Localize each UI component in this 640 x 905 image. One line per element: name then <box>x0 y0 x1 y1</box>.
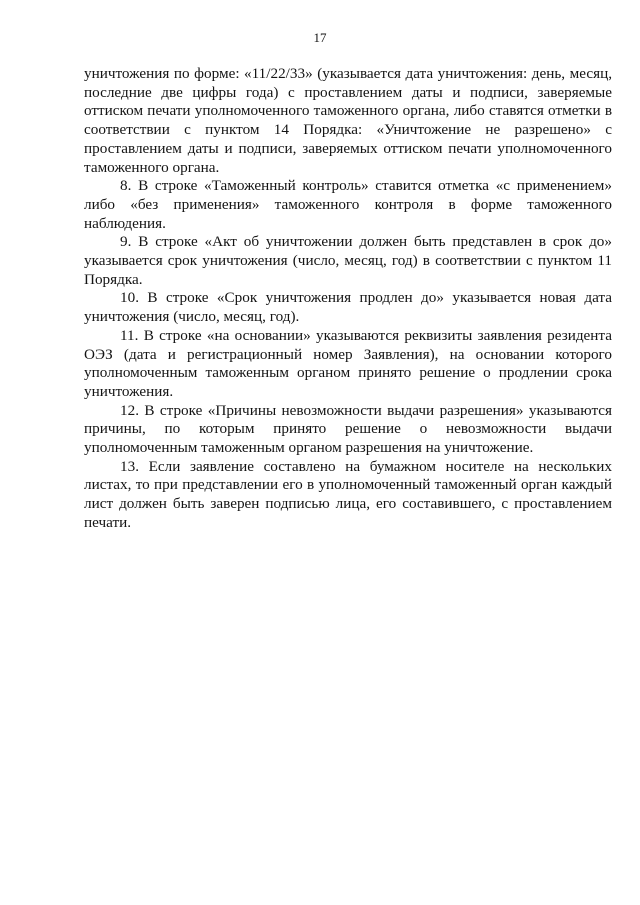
paragraph-item-10: 10. В строке «Срок уничтожения продлен до» указывается новая дата уничтожения (число, месяц, год). <box>84 289 612 326</box>
document-body <box>84 65 612 533</box>
paragraph-item-9: 9. В строке «Акт об уничтожении должен быть представлен в срок до» указывается срок уничтожения (число, месяц, год) в соответствии с пунктом 11 Порядка. <box>84 233 612 288</box>
paragraph-item-13: 13. Если заявление составлено на бумажном носителе на нескольких листах, то при представлении его в уполномоченный таможенный орган каждый лист должен быть заверен подписью лица, его составившего, с проставлением печати. <box>84 457 612 531</box>
paragraph-item-11: 11. В строке «на основании» указываются реквизиты заявления резидента ОЭЗ (дата и регистрационный номер Заявления), на основании которого уполномоченным таможенным органом принято решение о продлении срока уничтожения. <box>84 326 612 400</box>
paragraph-item-8: 8. В строке «Таможенный контроль» ставится отметка «с применением» либо «без применения» таможенного контроля в форме таможенного наблюдения. <box>84 177 612 232</box>
paragraph-item-12: 12. В строке «Причины невозможности выдачи разрешения» указываются причины, по которым принято решение о невозможности выдачи уполномоченным таможенным органом разрешения на уничтожение. <box>84 401 612 457</box>
page-number: 17 <box>313 30 327 45</box>
paragraph-continuation: уничтожения по форме: «11/22/33» (указывается дата уничтожения: день, месяц, последние две цифры года) с проставлением даты и подписи, заверяемые оттиском печати уполномоченного таможенного органа, либо ставятся отметки в соответствии с пунктом 14 Порядка: «Уничтожение не разрешено» с проставлением даты и подписи, заверяемых оттиском печати уполномоченного таможенного органа. <box>84 65 612 176</box>
